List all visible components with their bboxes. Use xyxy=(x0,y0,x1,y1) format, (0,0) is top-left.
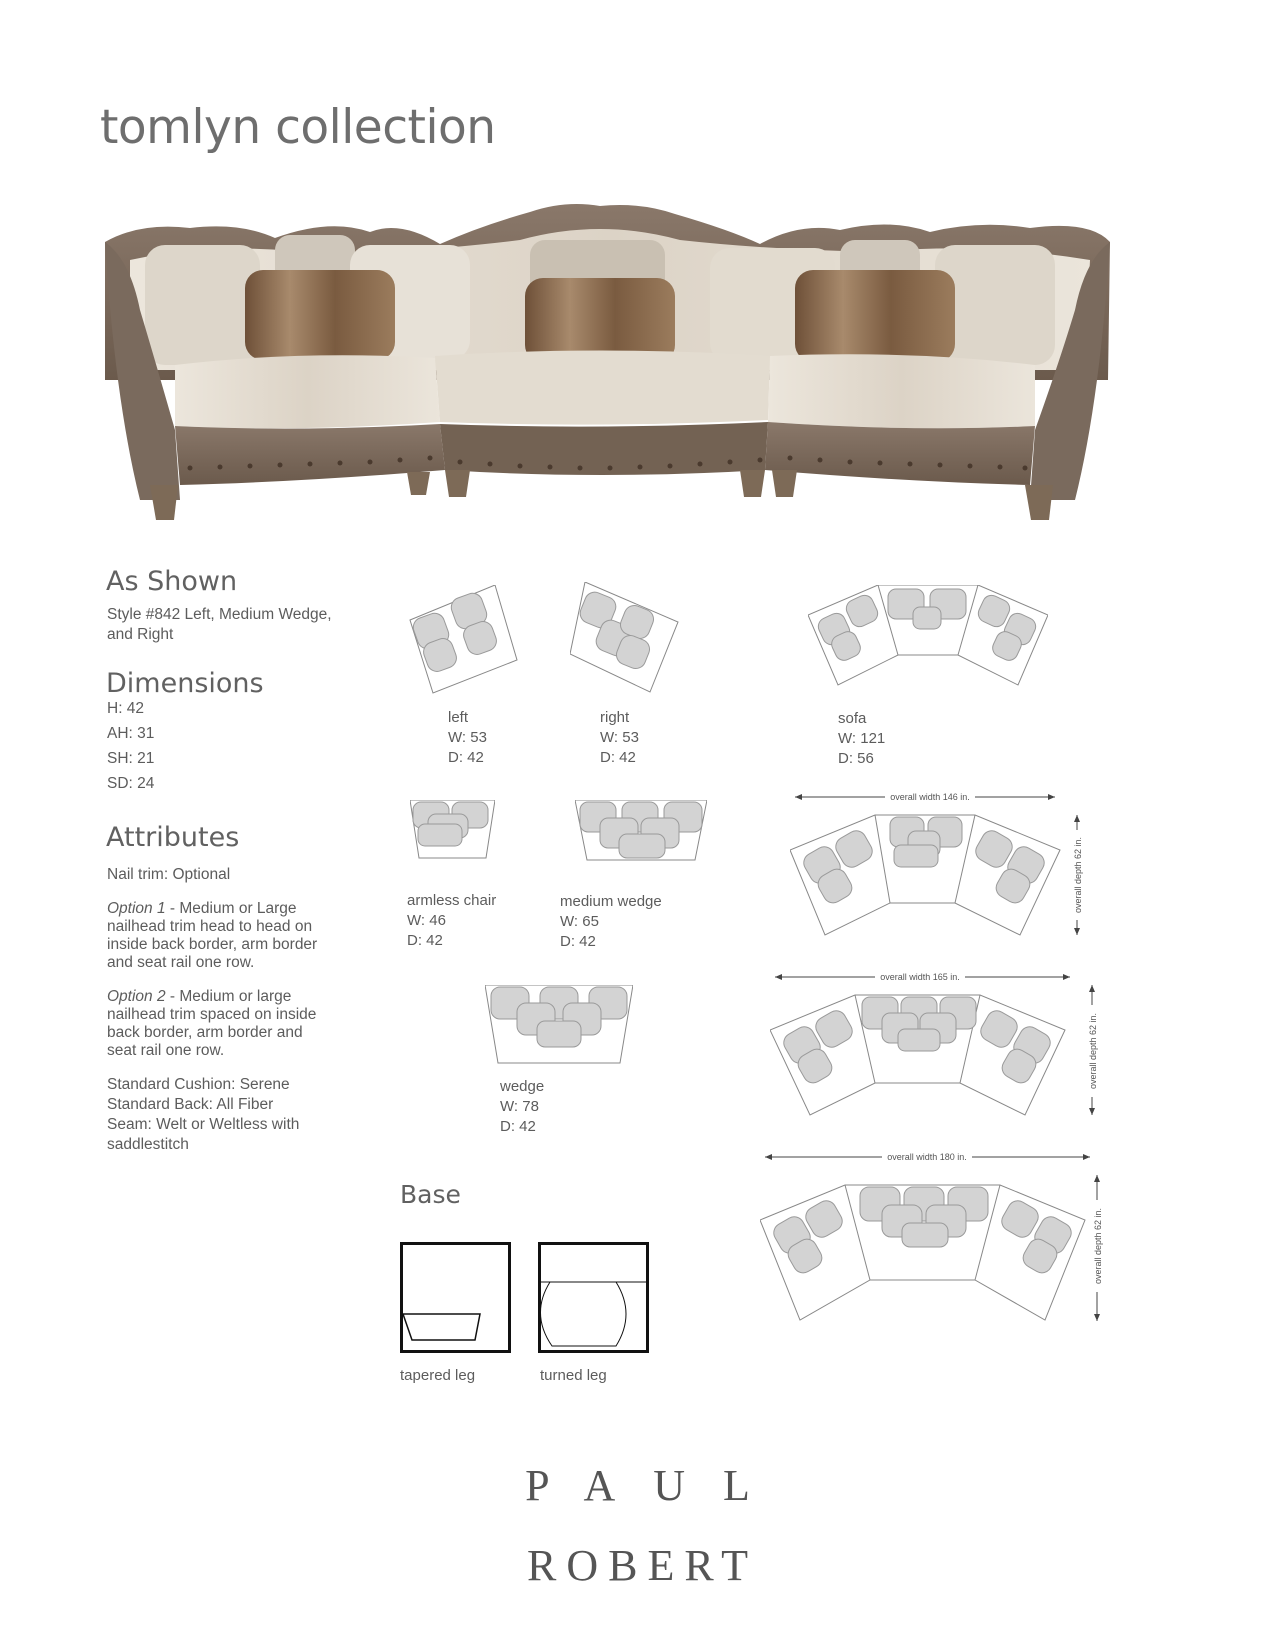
piece-name: sofa xyxy=(838,710,867,727)
sofa-product-image xyxy=(100,200,1175,550)
seam-text: Seam: Welt or Weltless with xyxy=(107,1116,300,1133)
option-2-text: - Medium or large xyxy=(165,988,292,1005)
configuration-180-diagram xyxy=(760,1145,1105,1325)
piece-width: W: 65 xyxy=(560,913,599,930)
piece-depth: D: 42 xyxy=(560,933,596,950)
brand-logo-bottom: ROBERT xyxy=(527,1541,758,1590)
wedge-diagram xyxy=(485,985,633,1065)
piece-sofa-label xyxy=(838,709,885,769)
standard-cushion-text: Standard Cushion: Serene xyxy=(107,1076,290,1093)
configuration-depth-label: overall depth 62 in. xyxy=(1088,1012,1098,1090)
option-1-line: and seat rail one row. xyxy=(107,954,255,971)
piece-name: medium wedge xyxy=(560,893,662,910)
right-piece-diagram xyxy=(570,582,690,697)
configuration-depth-label: overall depth 62 in. xyxy=(1073,836,1083,914)
attributes-text xyxy=(107,866,317,1154)
dimensions-heading: Dimensions xyxy=(106,668,264,699)
option-2-line xyxy=(107,988,317,1006)
configuration-width-label: overall width 180 in. xyxy=(887,1152,967,1162)
option-1-line: inside back border, arm border xyxy=(107,936,318,953)
configuration-146-diagram xyxy=(790,785,1090,940)
dimension-arm-height: AH: 31 xyxy=(107,725,155,742)
option-2-line: back border, arm border and xyxy=(107,1024,303,1041)
option-2-label: Option 2 xyxy=(107,988,166,1005)
as-shown-description xyxy=(107,606,332,644)
medium-wedge-diagram xyxy=(575,800,707,862)
tapered-leg-label: tapered leg xyxy=(400,1367,476,1384)
piece-width: W: 121 xyxy=(838,730,886,747)
piece-name: wedge xyxy=(500,1078,545,1095)
dimension-seat-depth: SD: 24 xyxy=(107,775,155,792)
piece-depth: D: 42 xyxy=(448,749,484,766)
turned-leg-label: turned leg xyxy=(540,1367,607,1384)
piece-left-label xyxy=(448,708,487,768)
sofa-piece-diagram xyxy=(808,585,1048,695)
piece-width: W: 53 xyxy=(600,729,639,746)
piece-depth: D: 42 xyxy=(407,932,443,949)
piece-right-label xyxy=(600,708,639,768)
as-shown-line: and Right xyxy=(107,626,174,643)
configuration-depth-label: overall depth 62 in. xyxy=(1093,1207,1103,1285)
piece-name: right xyxy=(600,709,630,726)
option-2-line: nailhead trim spaced on inside xyxy=(107,1006,317,1023)
configuration-width-label: overall width 165 in. xyxy=(880,972,960,982)
piece-medium-wedge-label xyxy=(560,892,662,952)
turned-leg-diagram xyxy=(538,1242,650,1354)
piece-depth: D: 42 xyxy=(600,749,636,766)
option-1-label: Option 1 xyxy=(107,900,166,917)
configuration-165-diagram xyxy=(770,965,1100,1123)
nail-trim-text: Nail trim: Optional xyxy=(107,866,231,883)
as-shown-heading: As Shown xyxy=(106,566,238,597)
piece-width: W: 53 xyxy=(448,729,487,746)
seam-text: saddlestitch xyxy=(107,1136,189,1153)
piece-depth: D: 42 xyxy=(500,1118,536,1135)
tapered-leg-diagram xyxy=(400,1242,512,1354)
option-1-line xyxy=(107,900,317,918)
piece-width: W: 46 xyxy=(407,912,446,929)
dimension-height: H: 42 xyxy=(107,700,145,717)
piece-armless-chair-label xyxy=(407,891,496,951)
piece-depth: D: 56 xyxy=(838,750,874,767)
page-title: tomlyn collection xyxy=(100,100,496,155)
standard-back-text: Standard Back: All Fiber xyxy=(107,1096,274,1113)
piece-width: W: 78 xyxy=(500,1098,539,1115)
option-2-line: seat rail one row. xyxy=(107,1042,225,1059)
brand-logo-top: PAUL xyxy=(525,1461,788,1510)
attributes-heading: Attributes xyxy=(106,822,240,853)
option-1-text: - Medium or Large xyxy=(165,900,297,917)
configuration-width-label: overall width 146 in. xyxy=(890,792,970,802)
piece-name: armless chair xyxy=(407,892,497,909)
left-piece-diagram xyxy=(405,585,525,700)
as-shown-line: Style #842 Left, Medium Wedge, xyxy=(107,606,332,623)
option-1-line: nailhead trim head to head on xyxy=(107,918,313,935)
armless-chair-diagram xyxy=(410,800,495,860)
piece-wedge-label xyxy=(500,1077,544,1137)
dimension-seat-height: SH: 21 xyxy=(107,750,155,767)
base-heading: Base xyxy=(400,1180,461,1209)
dimensions-list xyxy=(107,700,154,800)
piece-name: left xyxy=(448,709,469,726)
